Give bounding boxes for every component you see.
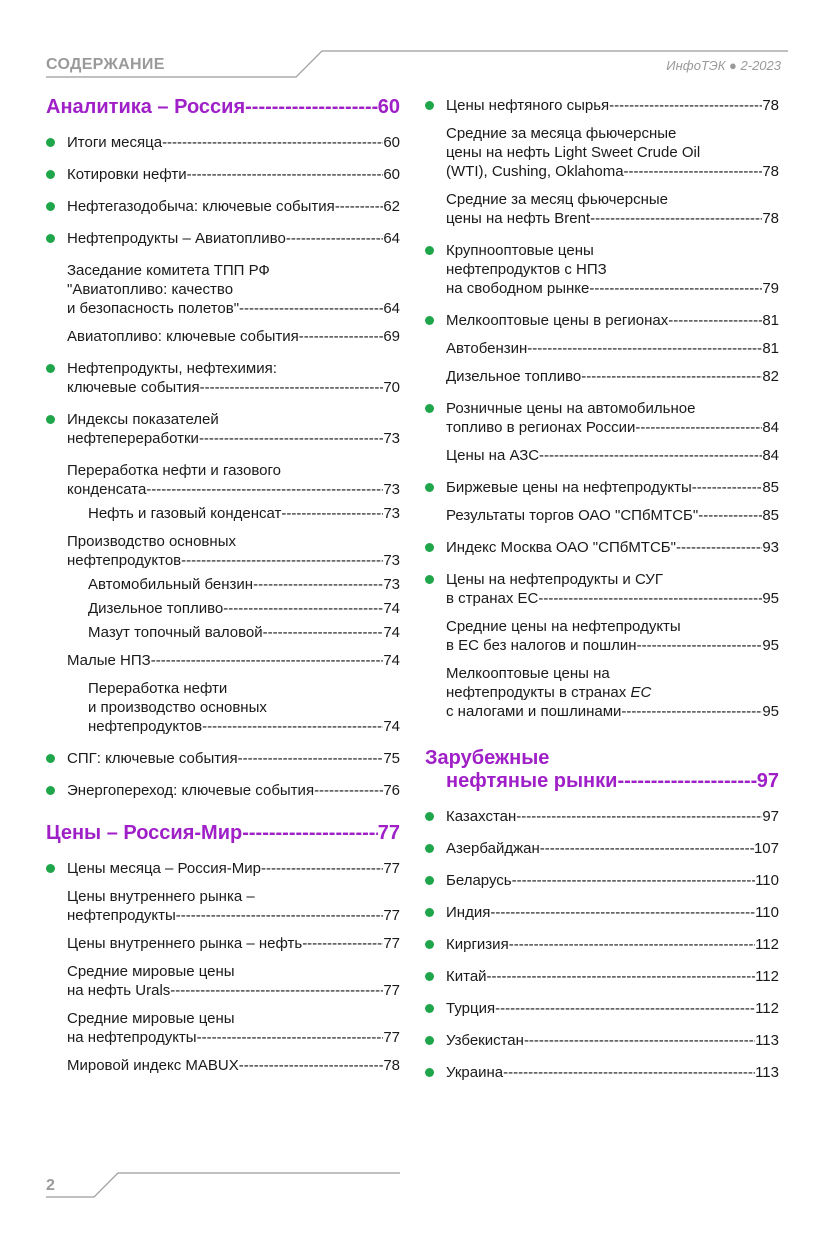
dot-leader bbox=[238, 749, 384, 768]
section-analytics-russia[interactable] bbox=[46, 96, 400, 119]
toc-entry[interactable] bbox=[46, 934, 400, 953]
toc-entry-page: 60 bbox=[383, 134, 400, 151]
toc-entry[interactable] bbox=[46, 623, 400, 642]
toc-entry-text: на нефть Urals bbox=[67, 982, 171, 999]
toc-entry-page: 64 bbox=[383, 300, 400, 317]
dot-leader bbox=[668, 311, 762, 330]
dot-leader bbox=[698, 506, 762, 525]
bullet-icon bbox=[425, 908, 434, 917]
toc-entry[interactable] bbox=[425, 538, 779, 557]
toc-entry-page: 76 bbox=[383, 782, 400, 799]
dot-leader bbox=[676, 538, 762, 557]
toc-entry-page: 77 bbox=[383, 935, 400, 952]
toc-entry-page: 60 bbox=[383, 166, 400, 183]
toc-entry-text: Мелкооптовые цены на bbox=[446, 665, 610, 682]
toc-entry-text: Мировой индекс MABUX bbox=[67, 1057, 239, 1074]
dot-leader bbox=[637, 636, 763, 655]
dot-leader bbox=[302, 934, 383, 953]
toc-entry-text: топливо в регионах России bbox=[446, 419, 636, 436]
bullet-icon bbox=[425, 246, 434, 255]
toc-entry-text: в ЕС без налогов и пошлин bbox=[446, 637, 637, 654]
dot-leader bbox=[335, 197, 384, 216]
toc-entry-page: 73 bbox=[383, 481, 400, 498]
toc-entry-text: Казахстан bbox=[446, 808, 517, 825]
toc-entry-text: Нефтепродукты – Авиатопливо bbox=[67, 230, 286, 247]
toc-entry[interactable] bbox=[425, 967, 779, 986]
toc-entry-text: с налогами и пошлинами bbox=[446, 703, 622, 720]
bullet-icon bbox=[46, 170, 55, 179]
toc-entry-page: 74 bbox=[383, 652, 400, 669]
dot-leader bbox=[516, 807, 762, 826]
toc-entry-text: Нефтегазодобыча: ключевые события bbox=[67, 198, 335, 215]
toc-entry-page: 95 bbox=[762, 703, 779, 720]
toc-entry[interactable] bbox=[46, 781, 400, 800]
dot-leader bbox=[609, 96, 762, 115]
toc-entry[interactable] bbox=[425, 446, 779, 465]
toc-entry[interactable] bbox=[425, 96, 779, 115]
toc-entry-text: нефтепродукты в странах ЕС bbox=[446, 684, 652, 701]
toc-entry[interactable] bbox=[46, 327, 400, 346]
toc-entry-text: конденсата bbox=[67, 481, 147, 498]
dot-leader bbox=[197, 1028, 384, 1047]
dot-leader bbox=[146, 480, 383, 499]
toc-entry-page: 78 bbox=[762, 97, 779, 114]
toc-entry-page: 78 bbox=[762, 210, 779, 227]
dot-leader bbox=[540, 839, 754, 858]
toc-entry-page: 77 bbox=[383, 907, 400, 924]
dot-leader bbox=[512, 871, 755, 890]
toc-entry-page: 93 bbox=[762, 539, 779, 556]
toc-entry-text: Нефть и газовый конденсат bbox=[88, 505, 282, 522]
toc-entry-page: 77 bbox=[383, 860, 400, 877]
toc-entry-text: Авиатопливо: ключевые события bbox=[67, 328, 299, 345]
footer-rule bbox=[0, 1160, 833, 1210]
toc-entry[interactable] bbox=[425, 241, 779, 298]
toc-entry-text: и производство основных bbox=[88, 699, 267, 716]
toc-entry-page: 81 bbox=[762, 340, 779, 357]
toc-entry-page: 69 bbox=[383, 328, 400, 345]
dot-leader bbox=[487, 967, 756, 986]
section-page: 97 bbox=[756, 770, 779, 792]
toc-entry[interactable] bbox=[425, 506, 779, 525]
toc-entry-text: Средние за месяца фьючерсные bbox=[446, 125, 677, 142]
toc-entry-text: нефтепродуктов с НПЗ bbox=[446, 261, 607, 278]
toc-entry[interactable] bbox=[46, 197, 400, 216]
toc-entry-text: Индия bbox=[446, 904, 491, 921]
toc-entry-text: и безопасность полетов" bbox=[67, 300, 240, 317]
toc-entry-text: цены на нефть Light Sweet Crude Oil bbox=[446, 144, 701, 161]
toc-entry-page: 112 bbox=[755, 936, 779, 953]
bullet-icon bbox=[425, 575, 434, 584]
toc-entry-page: 73 bbox=[383, 430, 400, 447]
section-foreign-oil-markets[interactable] bbox=[425, 747, 779, 793]
dot-leader bbox=[490, 903, 755, 922]
toc-entry-text: Крупнооптовые цены bbox=[446, 242, 594, 259]
dot-leader bbox=[176, 906, 384, 925]
toc-entry-page: 97 bbox=[762, 808, 779, 825]
toc-entry[interactable] bbox=[425, 1063, 779, 1082]
dot-leader bbox=[527, 339, 762, 358]
toc-entry-text: Средние мировые цены bbox=[67, 963, 235, 980]
bullet-icon bbox=[46, 234, 55, 243]
toc-entry[interactable] bbox=[46, 261, 400, 318]
dot-leader bbox=[199, 429, 383, 448]
toc-entry-page: 78 bbox=[383, 1057, 400, 1074]
dot-leader bbox=[253, 575, 383, 594]
toc-entry-page: 79 bbox=[762, 280, 779, 297]
toc-entry-text: Нефтепродукты, нефтехимия: bbox=[67, 360, 277, 377]
toc-entry[interactable] bbox=[46, 410, 400, 448]
dot-leader bbox=[589, 279, 762, 298]
toc-entry-text: Дизельное топливо bbox=[446, 368, 582, 385]
toc-entry-page: 62 bbox=[383, 198, 400, 215]
toc-entry-text: на свободном рынке bbox=[446, 280, 590, 297]
toc-entry[interactable] bbox=[46, 575, 400, 594]
bullet-icon bbox=[46, 864, 55, 873]
header-rule bbox=[0, 0, 833, 90]
toc-entry-page: 113 bbox=[755, 1032, 779, 1049]
toc-entry-text: Китай bbox=[446, 968, 487, 985]
toc-entry-page: 73 bbox=[383, 505, 400, 522]
toc-entry-text: Индекс Москва ОАО "СПбМТСБ" bbox=[446, 539, 676, 556]
right-column bbox=[425, 96, 779, 1082]
toc-entry-page: 81 bbox=[762, 312, 779, 329]
toc-entry-text: Дизельное топливо bbox=[88, 600, 224, 617]
dot-leader bbox=[621, 702, 762, 721]
toc-entry[interactable] bbox=[46, 859, 400, 878]
bullet-icon bbox=[425, 101, 434, 110]
toc-entry[interactable] bbox=[425, 1031, 779, 1050]
dot-leader bbox=[581, 367, 762, 386]
dot-leader bbox=[263, 623, 384, 642]
toc-entry[interactable] bbox=[425, 839, 779, 858]
bullet-icon bbox=[425, 483, 434, 492]
dot-leader bbox=[495, 999, 755, 1018]
toc-entry-text: Производство основных bbox=[67, 533, 236, 550]
toc-entry[interactable] bbox=[425, 935, 779, 954]
toc-entry-text: "Авиатопливо: качество bbox=[67, 281, 234, 298]
toc-entry-text: Автомобильный бензин bbox=[88, 576, 254, 593]
toc-entry-text: Переработка нефти и газового bbox=[67, 462, 281, 479]
toc-entry-page: 84 bbox=[762, 419, 779, 436]
dot-leader bbox=[181, 551, 383, 570]
toc-entry-page: 73 bbox=[383, 552, 400, 569]
toc-entry-page: 112 bbox=[755, 968, 779, 985]
toc-entry[interactable] bbox=[425, 190, 779, 228]
toc-entry-text: нефтепродукты bbox=[67, 907, 176, 924]
toc-entry-text: в странах ЕС bbox=[446, 590, 539, 607]
dot-leader bbox=[503, 1063, 755, 1082]
toc-entry-text: Цены нефтяного сырья bbox=[446, 97, 610, 114]
bullet-icon bbox=[425, 812, 434, 821]
toc-entry-page: 82 bbox=[762, 368, 779, 385]
toc-entry-text: Узбекистан bbox=[446, 1032, 524, 1049]
toc-entry-page: 74 bbox=[383, 600, 400, 617]
dot-leader bbox=[162, 133, 383, 152]
dot-leader bbox=[239, 299, 383, 318]
section-page: 60 bbox=[377, 96, 400, 118]
toc-entry[interactable] bbox=[425, 871, 779, 890]
toc-entry[interactable] bbox=[425, 903, 779, 922]
toc-entry[interactable] bbox=[46, 133, 400, 152]
page-number: 2 bbox=[46, 1177, 55, 1194]
toc-entry[interactable] bbox=[46, 359, 400, 397]
dot-leader bbox=[200, 378, 384, 397]
section-title: Цены – Россия-Мир bbox=[46, 822, 243, 844]
toc-entry-text: Киргизия bbox=[446, 936, 509, 953]
toc-entry-text: Энергопереход: ключевые события bbox=[67, 782, 315, 799]
toc-entry-text: нефтепродуктов bbox=[67, 552, 182, 569]
toc-entry-text: Беларусь bbox=[446, 872, 512, 889]
toc-entry-page: 77 bbox=[383, 982, 400, 999]
bullet-icon bbox=[46, 138, 55, 147]
dot-leader bbox=[314, 781, 383, 800]
dot-leader bbox=[635, 418, 762, 437]
toc-entry-text: Цены внутреннего рынка – bbox=[67, 888, 255, 905]
toc-entry-page: 112 bbox=[755, 1000, 779, 1017]
toc-entry-text: Котировки нефти bbox=[67, 166, 187, 183]
dot-leader bbox=[539, 446, 762, 465]
toc-entry-text: Мелкооптовые цены в регионах bbox=[446, 312, 669, 329]
left-column bbox=[46, 96, 400, 1075]
toc-entry-page: 110 bbox=[755, 904, 779, 921]
toc-entry[interactable] bbox=[425, 617, 779, 655]
toc-entry-text: Азербайджан bbox=[446, 840, 540, 857]
toc-entry-text: нефтепродуктов bbox=[88, 718, 203, 735]
bullet-icon bbox=[425, 972, 434, 981]
toc-entry[interactable] bbox=[46, 461, 400, 499]
toc-entry-page: 107 bbox=[753, 840, 779, 857]
toc-entry-text: Украина bbox=[446, 1064, 504, 1081]
bullet-icon bbox=[46, 415, 55, 424]
dot-leader bbox=[538, 589, 762, 608]
bullet-icon bbox=[425, 316, 434, 325]
toc-entry-text: Автобензин bbox=[446, 340, 528, 357]
dot-leader bbox=[239, 1056, 384, 1075]
toc-entry-page: 85 bbox=[762, 479, 779, 496]
dot-leader bbox=[261, 859, 383, 878]
toc-entry-page: 78 bbox=[762, 163, 779, 180]
journal-issue: ИнфоТЭК ● 2-2023 bbox=[666, 58, 781, 73]
section-page: 77 bbox=[377, 822, 400, 844]
toc-entry[interactable] bbox=[46, 599, 400, 618]
bullet-icon bbox=[46, 202, 55, 211]
toc-entry-page: 95 bbox=[762, 590, 779, 607]
toc-entry[interactable] bbox=[425, 399, 779, 437]
dot-leader bbox=[590, 209, 762, 228]
toc-entry-text: Малые НПЗ bbox=[67, 652, 151, 669]
dot-leader bbox=[692, 478, 763, 497]
toc-entry[interactable] bbox=[46, 532, 400, 570]
toc-entry[interactable] bbox=[46, 229, 400, 248]
dot-leader bbox=[187, 165, 384, 184]
bullet-icon bbox=[425, 1004, 434, 1013]
section-title-line2: нефтяные рынки bbox=[446, 770, 618, 792]
toc-entry-page: 84 bbox=[762, 447, 779, 464]
toc-entry-text: Переработка нефти bbox=[88, 680, 228, 697]
toc-entry[interactable] bbox=[46, 679, 400, 736]
bullet-icon bbox=[46, 786, 55, 795]
toc-entry-page: 74 bbox=[383, 624, 400, 641]
toc-entry[interactable] bbox=[425, 339, 779, 358]
bullet-icon bbox=[425, 876, 434, 885]
section-title-line1: Зарубежные bbox=[425, 747, 550, 769]
dot-leader bbox=[202, 717, 383, 736]
toc-entry-text: (WTI), Cushing, Oklahoma bbox=[446, 163, 624, 180]
toc-entry-page: 75 bbox=[383, 750, 400, 767]
bullet-icon bbox=[46, 754, 55, 763]
toc-entry[interactable] bbox=[425, 478, 779, 497]
toc-entry-text: Средние цены на нефтепродукты bbox=[446, 618, 681, 635]
toc-entry[interactable] bbox=[425, 807, 779, 826]
dot-leader bbox=[170, 981, 383, 1000]
bullet-icon bbox=[46, 364, 55, 373]
toc-entry-text: Цены месяца – Россия-Мир bbox=[67, 860, 261, 877]
dot-leader bbox=[299, 327, 384, 346]
toc-entry-text: ключевые события bbox=[67, 379, 200, 396]
toc-entry-page: 64 bbox=[383, 230, 400, 247]
toc-entry-text: СПГ: ключевые события bbox=[67, 750, 238, 767]
toc-entry[interactable] bbox=[425, 999, 779, 1018]
toc-entry-text: на нефтепродукты bbox=[67, 1029, 197, 1046]
toc-entry[interactable] bbox=[46, 1009, 400, 1047]
toc-entry-text: Заседание комитета ТПП РФ bbox=[67, 262, 270, 279]
toc-entry-text: Биржевые цены на нефтепродукты bbox=[446, 479, 692, 496]
toc-entry[interactable] bbox=[425, 124, 779, 181]
toc-entry[interactable] bbox=[46, 651, 400, 670]
toc-entry-text: Цены на АЗС bbox=[446, 447, 540, 464]
dot-leader bbox=[223, 599, 383, 618]
bullet-icon bbox=[425, 844, 434, 853]
toc-entry-text: Средние за месяц фьючерсные bbox=[446, 191, 669, 208]
toc-entry-text: Индексы показателей bbox=[67, 411, 219, 428]
toc-entry-text: Результаты торгов ОАО "СПбМТСБ" bbox=[446, 507, 699, 524]
toc-entry[interactable] bbox=[425, 664, 779, 721]
toc-entry-text: Турция bbox=[446, 1000, 496, 1017]
toc-entry-text: Итоги месяца bbox=[67, 134, 163, 151]
bullet-icon bbox=[425, 404, 434, 413]
toc-entry-page: 95 bbox=[762, 637, 779, 654]
toc-entry-page: 74 bbox=[383, 718, 400, 735]
toc-entry-page: 110 bbox=[755, 872, 779, 889]
toc-entry[interactable] bbox=[425, 570, 779, 608]
toc-entry[interactable] bbox=[46, 962, 400, 1000]
toc-entry-page: 77 bbox=[383, 1029, 400, 1046]
dot-leader bbox=[624, 162, 763, 181]
dot-leader bbox=[286, 229, 383, 248]
dot-leader bbox=[509, 935, 755, 954]
toc-entry[interactable] bbox=[46, 165, 400, 184]
toc-entry-text: нефтепереработки bbox=[67, 430, 199, 447]
toc-entry[interactable] bbox=[46, 1056, 400, 1075]
toc-entry[interactable] bbox=[425, 311, 779, 330]
toc-entry[interactable] bbox=[46, 887, 400, 925]
toc-entry-page: 85 bbox=[762, 507, 779, 524]
bullet-icon bbox=[425, 940, 434, 949]
toc-entry-page: 70 bbox=[383, 379, 400, 396]
toc-entry-text: Средние мировые цены bbox=[67, 1010, 235, 1027]
dot-leader bbox=[281, 504, 383, 523]
toc-entry-page: 73 bbox=[383, 576, 400, 593]
toc-entry-text: Мазут топочный валовой bbox=[88, 624, 263, 641]
toc-entry-page: 113 bbox=[755, 1064, 779, 1081]
section-prices-russia-world[interactable] bbox=[46, 822, 400, 845]
dot-leader bbox=[524, 1031, 755, 1050]
toc-entry[interactable] bbox=[46, 749, 400, 768]
bullet-icon bbox=[425, 543, 434, 552]
toc-entry-text: Розничные цены на автомобильное bbox=[446, 400, 696, 417]
bullet-icon bbox=[425, 1068, 434, 1077]
toc-entry[interactable] bbox=[425, 367, 779, 386]
toc-entry[interactable] bbox=[46, 504, 400, 523]
toc-entry-text: цены на нефть Brent bbox=[446, 210, 591, 227]
section-title: Аналитика – Россия bbox=[46, 96, 246, 118]
page-section-title: СОДЕРЖАНИЕ bbox=[46, 56, 165, 73]
bullet-icon bbox=[425, 1036, 434, 1045]
dot-leader bbox=[151, 651, 384, 670]
toc-entry-text: Цены на нефтепродукты и СУГ bbox=[446, 571, 663, 588]
toc-entry-text: Цены внутреннего рынка – нефть bbox=[67, 935, 303, 952]
